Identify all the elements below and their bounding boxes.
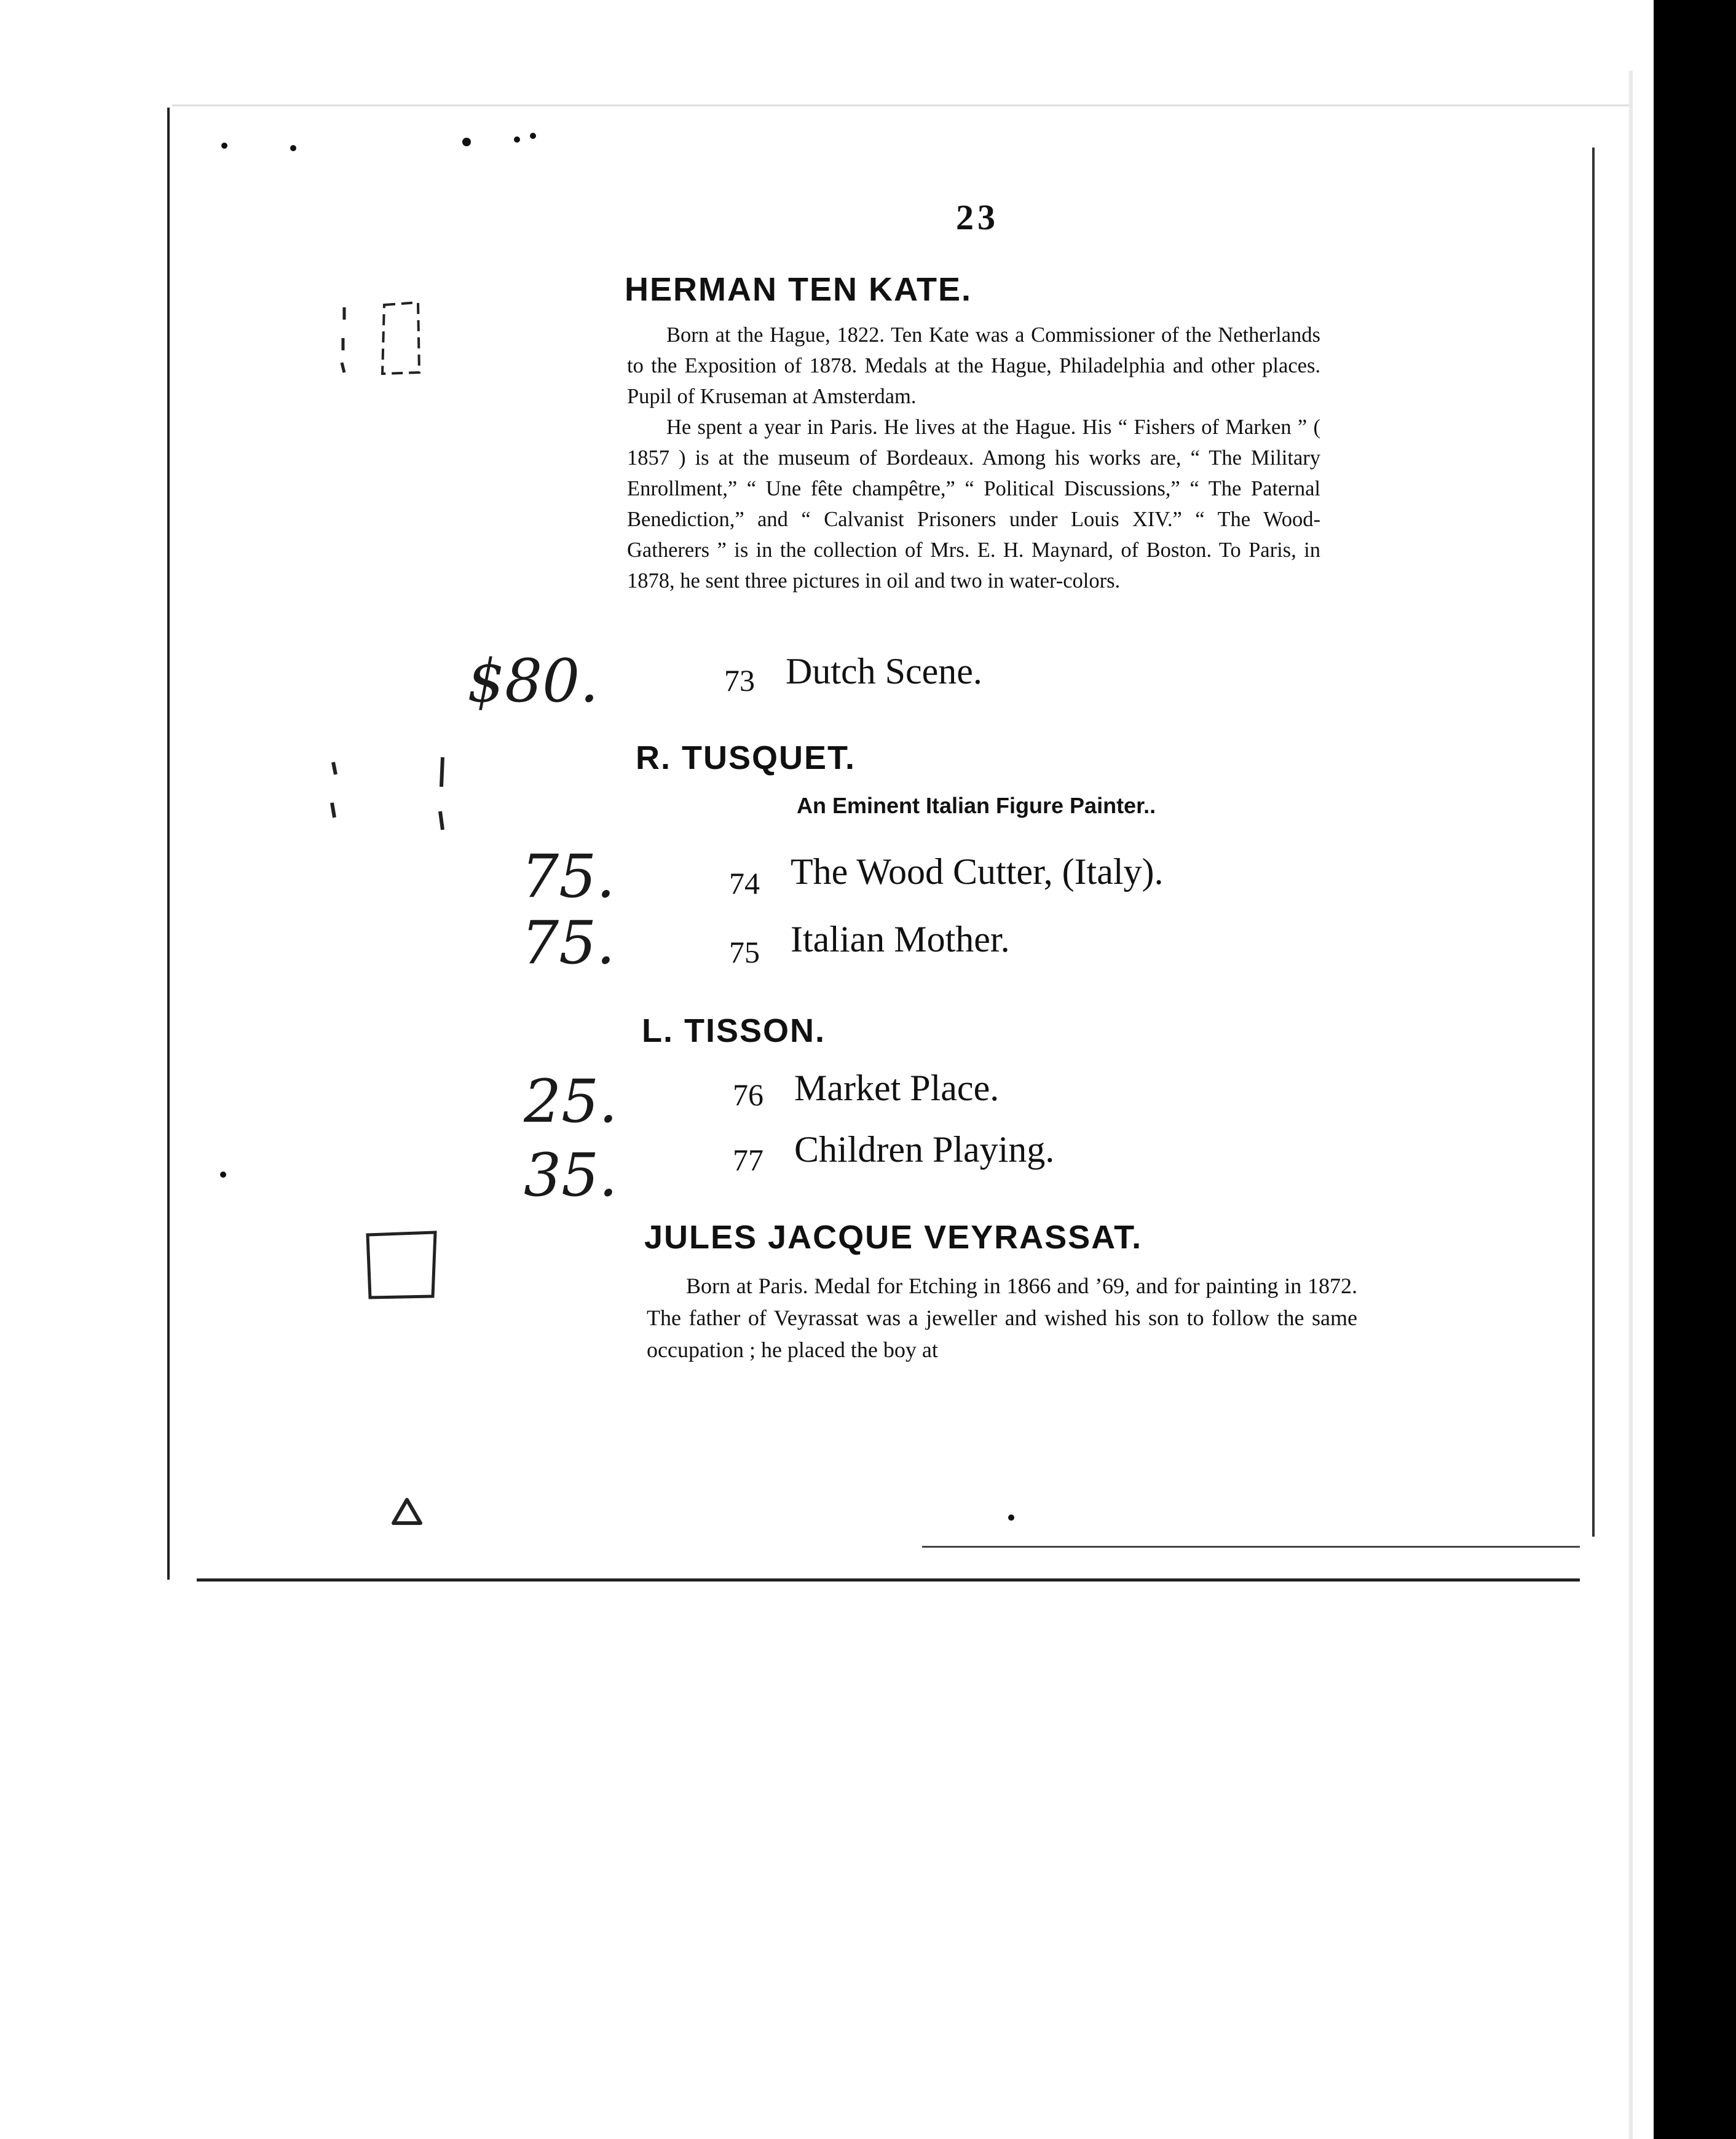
bottom-border-line	[922, 1546, 1580, 1548]
artist-biography	[627, 320, 1320, 596]
page-top-shadow	[172, 104, 1629, 106]
scan-speck	[514, 136, 520, 143]
scan-speck	[530, 133, 536, 139]
lot-number: 75	[729, 935, 760, 969]
artist-heading: JULES JACQUE VEYRASSAT.	[644, 1219, 1143, 1256]
artist-heading: HERMAN TEN KATE.	[625, 271, 972, 308]
scan-speck	[220, 1172, 226, 1178]
artist-biography	[647, 1270, 1357, 1366]
binding-edge-line	[167, 108, 170, 1580]
margin-square-mark	[363, 1220, 449, 1306]
lot-number: 76	[733, 1077, 763, 1112]
handwritten-price: 25.	[524, 1067, 618, 1136]
lot-title: Children Playing.	[794, 1129, 1055, 1170]
lot-title: The Wood Cutter, (Italy).	[791, 851, 1164, 892]
page-edge	[1629, 71, 1633, 2139]
margin-small-mark	[389, 1494, 425, 1530]
scan-speck	[462, 138, 471, 146]
scan-speck	[1008, 1515, 1014, 1521]
margin-tick-marks	[320, 750, 467, 842]
handwritten-price: 35.	[524, 1141, 618, 1210]
scan-speck	[221, 143, 227, 149]
margin-box-mark	[326, 295, 436, 381]
handwritten-price: 75.	[521, 908, 615, 977]
artist-heading: L. TISSON.	[642, 1012, 826, 1049]
artist-description: An Eminent Italian Figure Painter..	[797, 793, 1156, 818]
lot-number: 73	[724, 663, 755, 698]
right-border-line	[1592, 148, 1595, 1537]
bottom-edge-line	[197, 1578, 1580, 1582]
lot-title: Italian Mother.	[791, 919, 1010, 959]
handwritten-price: $80.	[467, 647, 599, 715]
scan-speck	[290, 145, 296, 151]
artist-heading: R. TUSQUET.	[636, 739, 856, 776]
lot-title: Market Place.	[794, 1068, 1000, 1108]
page-number: 23	[956, 197, 999, 237]
lot-number: 74	[729, 866, 760, 900]
biography-paragraph: Born at Paris. Medal for Etching in 1866 and ’69, and for painting in 1872. The father of Veyrassat was a jeweller and wished his son to follow the same occupation ; he placed the boy at	[647, 1274, 1357, 1362]
lot-number: 77	[733, 1143, 763, 1177]
handwritten-price: 75.	[521, 842, 615, 911]
biography-paragraph: Born at the Hague, 1822. Ten Kate was a Commissioner of the Netherlands to the Exposition of 1878. Medals at the Hague, Philadelphia and other places. Pupil of Kruseman at Amsterdam.	[627, 323, 1320, 408]
lot-title: Dutch Scene.	[786, 651, 982, 691]
biography-paragraph: He spent a year in Paris. He lives at the Hague. His “ Fishers of Marken ” ( 1857 ) is at the museum of Bordeaux. Among his works are, “ The Military Enrollment,” “ Une fête champêtre,” “ Political Discussions,” “ The Paternal Benediction,” and “ Calvanist Prisoners under Louis XIV.” “ The Wood-Gatherers ” is in the collection of Mrs. E. H. Maynard, of Boston. To Paris, in 1878, he sent three pictures in oil and two in water-colors.	[627, 416, 1320, 593]
